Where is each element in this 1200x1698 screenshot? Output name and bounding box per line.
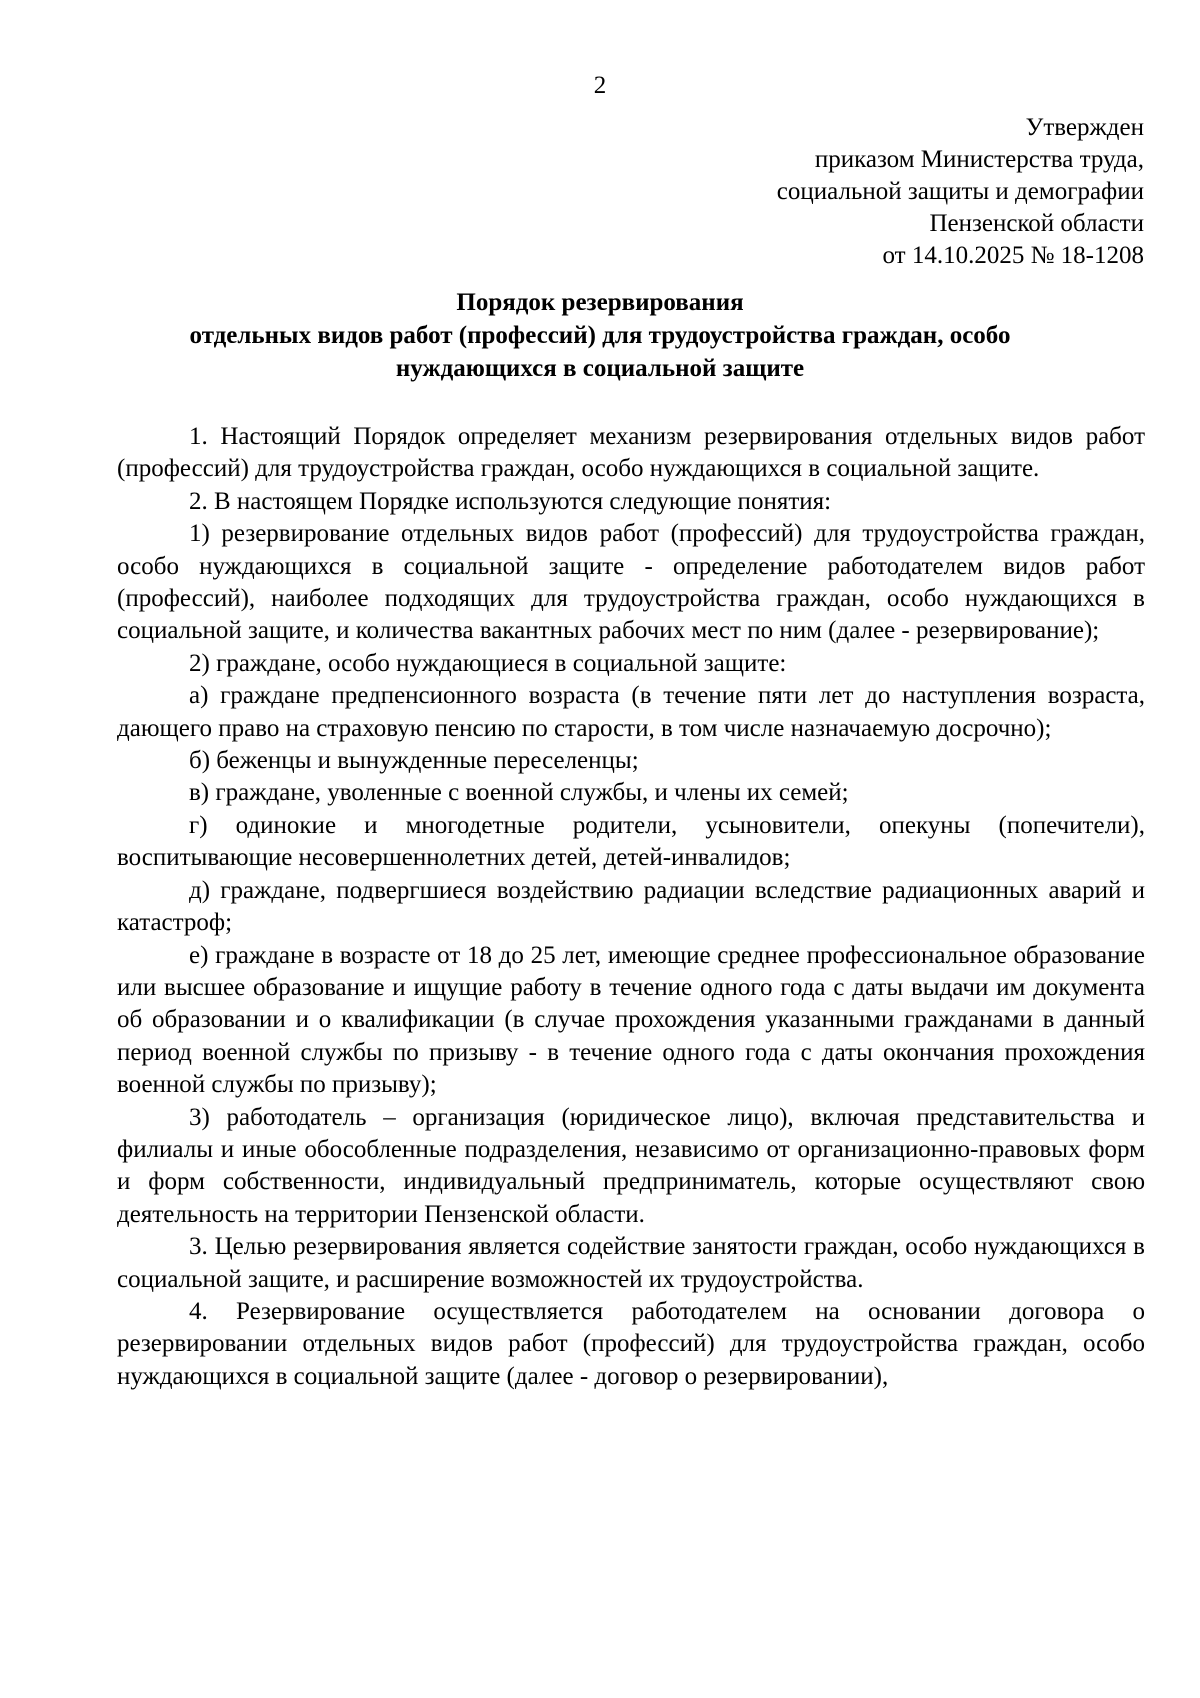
- document-body: [117, 421, 1145, 1393]
- approval-block: [777, 112, 1144, 272]
- list-item-b: б) беженцы и вынужденные переселенцы;: [189, 747, 639, 775]
- paragraph-1: 1. Настоящий Порядок определяет механизм резервирования отдельных видов работ (профессий) для трудоустройства граждан, особо нуждающихся в социальной защите.: [117, 423, 1145, 483]
- title-line: нуждающихся в социальной защите: [395, 355, 805, 382]
- list-item-e: е) граждане в возрасте от 18 до 25 лет, имеющие среднее профессиональное образование или высшее образование и ищущие работу в течение одного года с даты выдачи им документа об образовании и о квалификации (в случае прохождения указанными гражданами в данный период военной службы по призыву - в течение одного года с даты окончания прохождения военной службы по призыву);: [117, 941, 1145, 1099]
- list-item-v: в) граждане, уволенные с военной службы, и члены их семей;: [189, 779, 849, 807]
- definition-2: 2) граждане, особо нуждающиеся в социальной защите:: [189, 649, 787, 677]
- title-line: отдельных видов работ (профессий) для трудоустройства граждан, особо: [189, 322, 1011, 349]
- paragraph-2: 2. В настоящем Порядке используются следующие понятия:: [189, 487, 832, 515]
- definition-3: 3) работодатель – организация (юридическое лицо), включая представительства и филиалы и иные обособленные подразделения, независимо от организационно-правовых форм и форм собственности, индивидуальный предприниматель, которые осуществляют свою деятельность на территории Пензенской области.: [117, 1103, 1145, 1228]
- approval-line: социальной защиты и демографии: [776, 178, 1144, 205]
- approval-line: приказом Министерства труда,: [814, 146, 1144, 173]
- definition-1: 1) резервирование отдельных видов работ (профессий) для трудоустройства граждан, особо нуждающихся в социальной защите - определение работодателем видов работ (профессий), наиболее подходящих для трудоустройства граждан, особо нуждающихся в социальной защите, и количества вакантных рабочих мест по ним (далее - резервирование);: [117, 520, 1145, 645]
- document-title: [0, 286, 1200, 385]
- list-item-a: а) граждане предпенсионного возраста (в течение пяти лет до наступления возраста, дающего право на страховую пенсию по старости, в том числе назначаемую досрочно);: [117, 682, 1145, 742]
- list-item-d: д) граждане, подвергшиеся воздействию радиации вследствие радиационных аварий и катастроф;: [117, 876, 1145, 937]
- approval-line: Пензенской области: [929, 210, 1144, 237]
- approval-line: Утвержден: [1025, 114, 1144, 141]
- title-line: Порядок резервирования: [456, 289, 744, 316]
- list-item-g: г) одинокие и многодетные родители, усыновители, опекуны (попечители), воспитывающие несовершеннолетних детей, детей-инвалидов;: [117, 811, 1145, 872]
- approval-line: от 14.10.2025 № 18-1208: [882, 242, 1144, 269]
- page-number: 2: [593, 72, 607, 99]
- paragraph-4: 4. Резервирование осуществляется работодателем на основании договора о резервировании отдельных видов работ (профессий) для трудоустройства граждан, особо нуждающихся в социальной защите (далее - договор о резервировании),: [117, 1297, 1145, 1390]
- paragraph-3: 3. Целью резервирования является содействие занятости граждан, особо нуждающихся в социальной защите, и расширение возможностей их трудоустройства.: [117, 1233, 1145, 1293]
